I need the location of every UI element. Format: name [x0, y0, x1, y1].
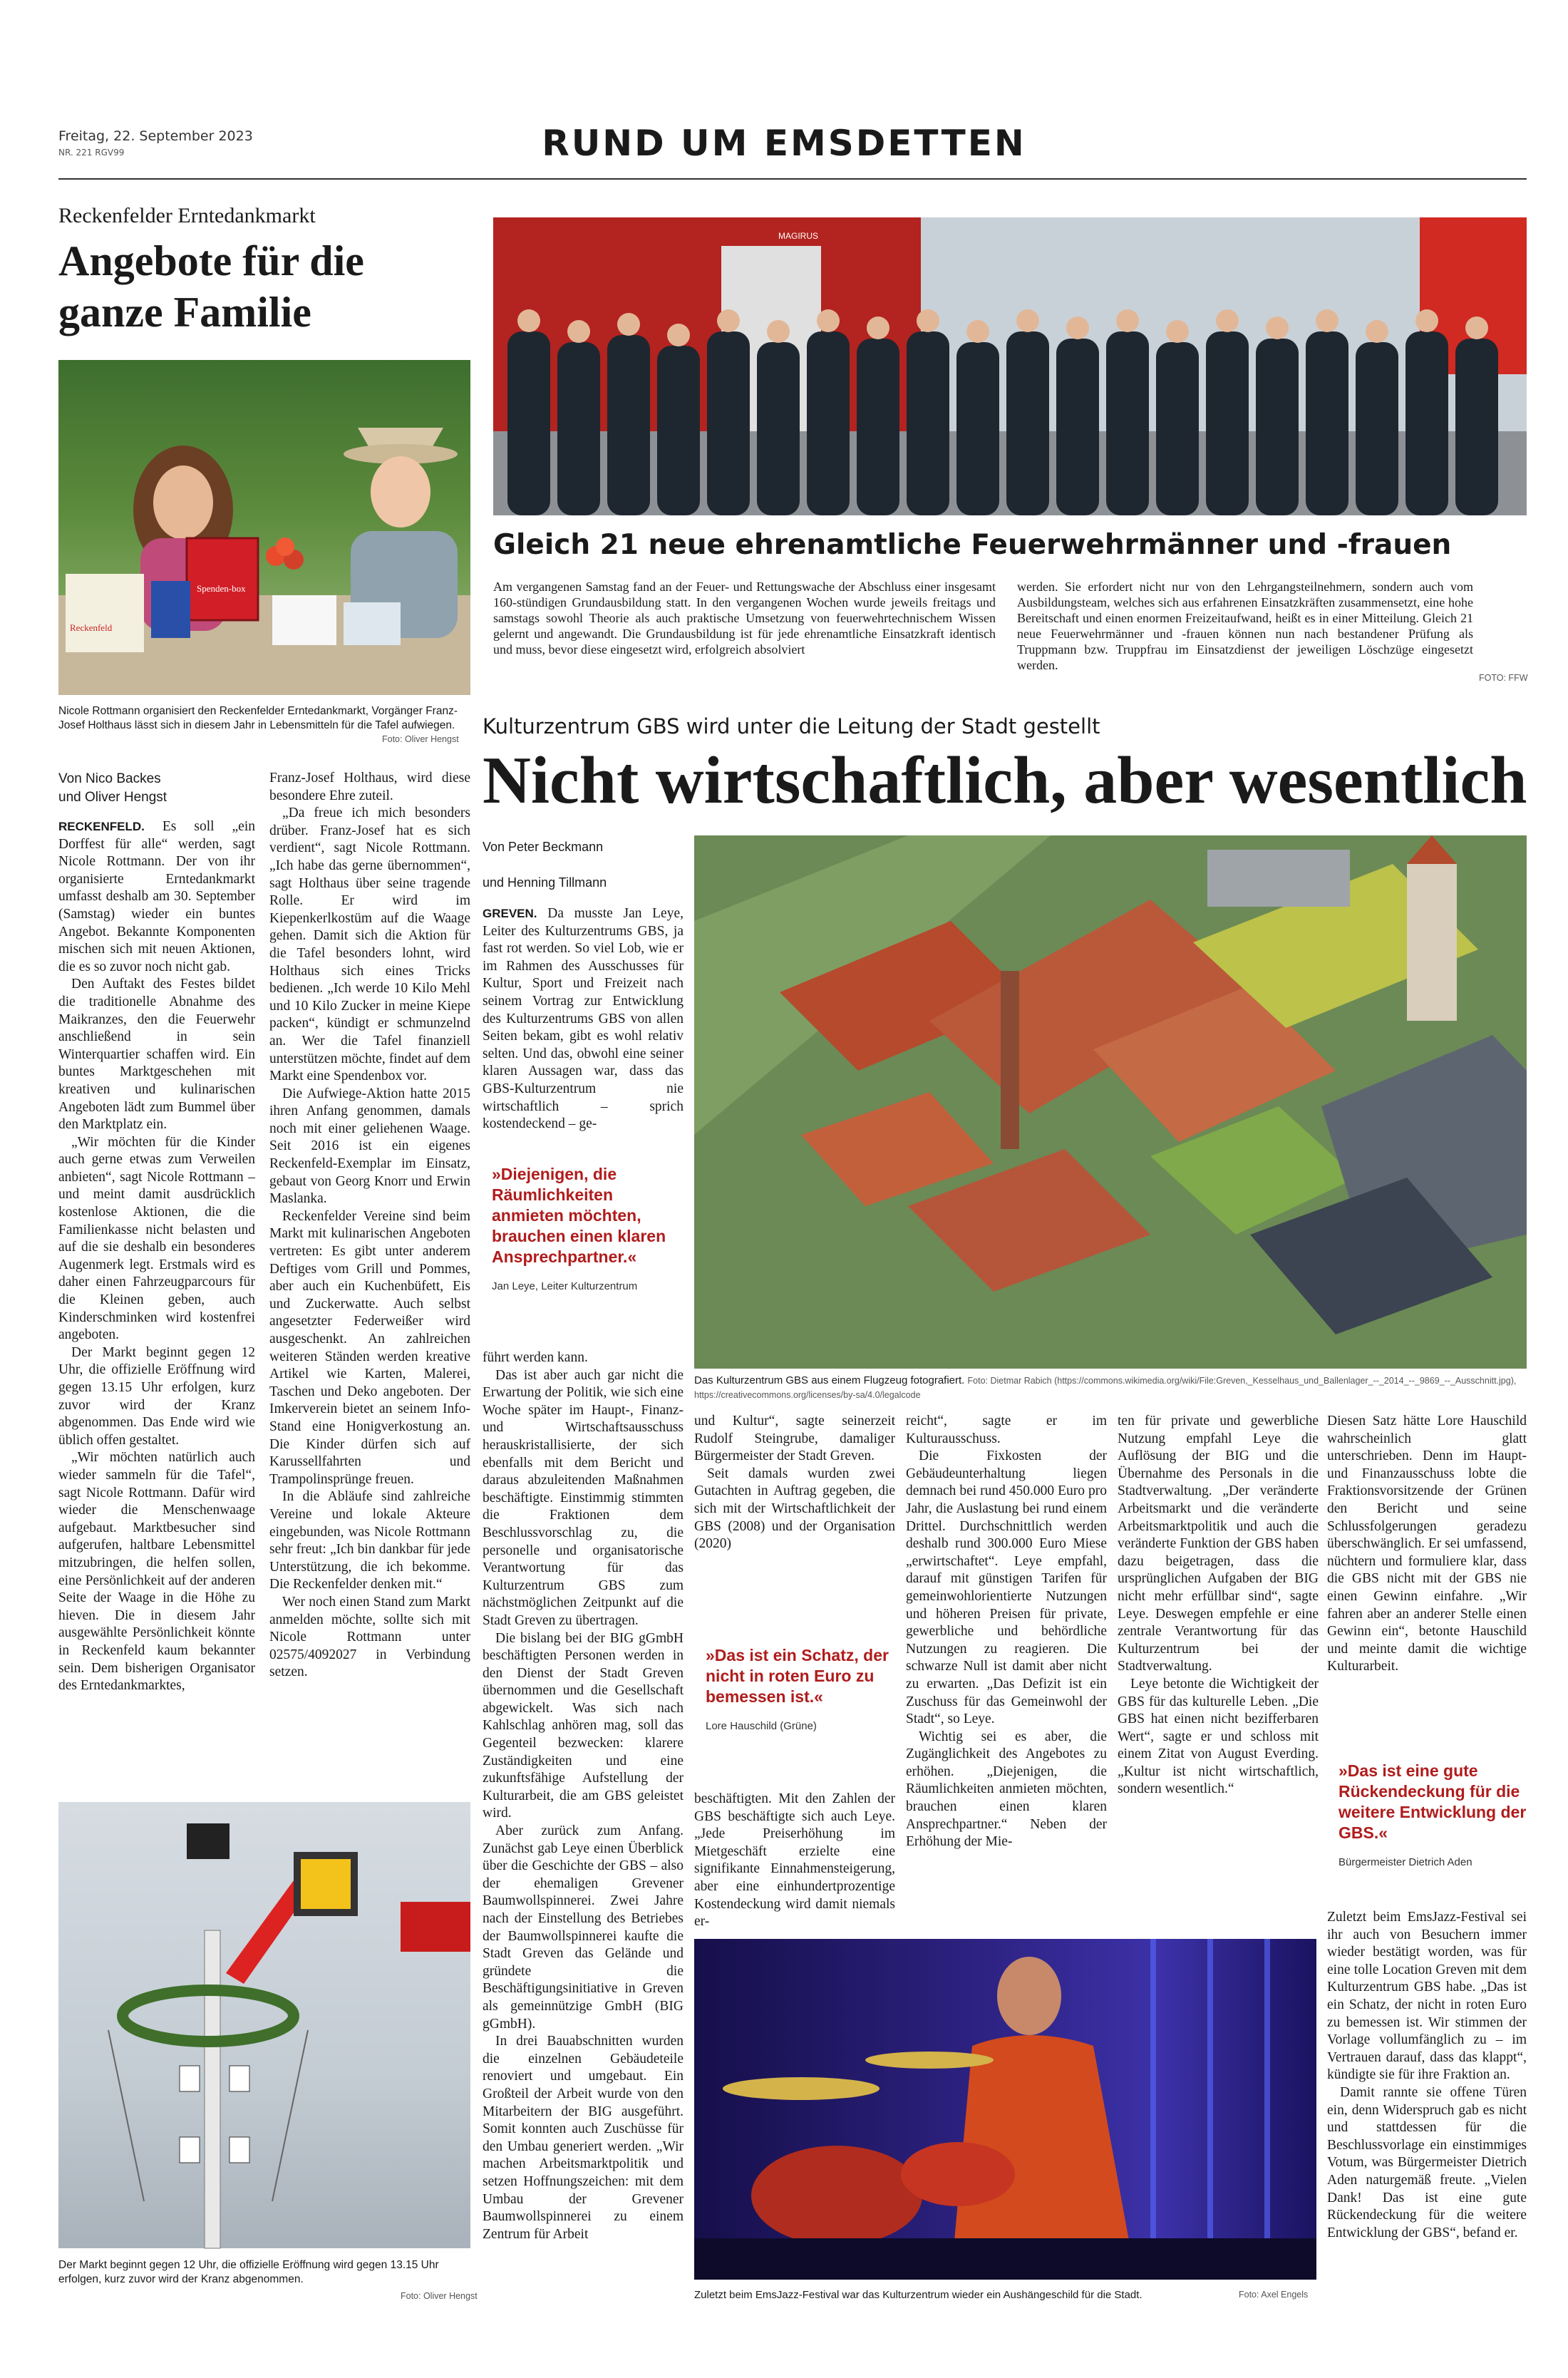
left-byline-2: und Oliver Hengst [58, 790, 167, 805]
jazz-illustration [694, 1939, 1316, 2280]
jazz-caption: Zuletzt beim EmsJazz-Festival war das Kulturzentrum wieder ein Aushängeschild für die Stadt. [694, 2289, 1143, 2301]
gbs-quote-1-box [492, 1164, 677, 1292]
gbs-quote-2-box [706, 1645, 891, 1732]
market-sign-label: Reckenfeld [70, 622, 113, 633]
aerial-illustration [694, 835, 1527, 1369]
gbs-quote-2-source: Lore Hauschild (Grüne) [706, 1720, 817, 1732]
gbs-quote-3: »Das ist eine gute Rückendeckung für die weitere Entwicklung der GBS.« [1339, 1761, 1527, 1842]
gbs-quote-3-box [1339, 1761, 1527, 1868]
fire-headline: Gleich 21 neue ehrenamtliche Feuerwehrmänner und -frauen [493, 529, 1452, 561]
photo1-caption: Nicole Rottmann organisiert den Reckenfelder Erntedankmarkt, Vorgänger Franz-Josef Holthaus lässt sich in diesem Jahr in Lebensmitteln für die Tafel aufwiegen. [58, 705, 458, 731]
jazz-credit: Foto: Axel Engels [1239, 2290, 1309, 2300]
gbs-col-e-top: Diesen Satz hätte Lore Hauschild wahrscheinlich glatt unterschrieben. Denn im Haupt- und Finanzausschuss lobte die Fraktionsvorsitzende der Grünen den Bericht und seine Schlussfolgerungen geradezu überschwänglich. Er sei umfassend, nüchtern und formuliere klar, dass die GBS nicht mit der GBS nie einen Gewinn einfahre. „Wir fahren aber an anderer Stelle einen Gewinn ein“, betonte Hauschild und meinte damit die wichtige Kulturarbeit. [1327, 1414, 1527, 1674]
fire-credit: FOTO: FFW [1479, 673, 1528, 683]
left-article-col1: RECKENFELD. Es soll „ein Dorffest für alle“ werden, sagt Nicole Rottmann. Der von ihr organisierte Erntedankmarkt umfasst deshalb am 30. September (Samstag) wieder ein buntes Angebot. Bekannte Komponenten mischen sich mit neuen Aktionen, die es so zuvor noch nicht gab. Den Auftakt des Festes bildet die traditionelle Abnahme des Maikranzes, den die Feuerwehr anschließend in sein Winterquartier schaffen wird. Ein buntes Marktgeschehen mit kreativen und kulinarischen Angeboten lädt zum Bummel über den Marktplatz ein. „Wir möchten für die Kinder auch gerne etwas zum Verweilen anbieten“, sagt Nicole Rottmann – und meint damit ausdrücklich kostenlose Aktionen, die die Familienkasse nicht belasten und auf die sie deshalb ein besonderes Augenmerk legt. Erstmals wird es daher einen Fahrzeugparcours für die Kleinen geben, auch Kinderschminken wird kostenfrei angeboten. Der Markt beginnt gegen 12 Uhr, die offizielle Eröffnung wird gegen 13.15 Uhr erfolgen, kurz zuvor wird der Kranz abgenommen. Das Ende wird wie üblich offen gestaltet. „Wir möchten natürlich auch wieder sammeln für die Tafel“, sagt Nicole Rottmann. Dafür wird wieder die Menschenwaage aufgebaut. Marktbesucher sind aufgerufen, haltbare Lebensmittel mitzubringen, die helfen sollen, eine Persönlichkeit auf der anderen Seite der Waage in die Höhe zu hieven. Die in diesem Jahr ausgewählte Persönlichkeit könnte in Reckenfeld kaum bekannter sein. Dem bisherigen Organisator des Erntedankmarktes, [58, 819, 255, 1694]
maypole-illustration [58, 1802, 470, 2248]
gbs-kicker: Kulturzentrum GBS wird unter die Leitung der Stadt gestellt [483, 714, 1100, 738]
gbs-byline-1: Von Peter Beckmann [483, 840, 604, 854]
photo1-credit: Foto: Oliver Hengst [382, 734, 459, 744]
fire-col2: werden. Sie erfordert nicht nur von den Lehrgangsteilnehmern, sondern auch vom Ausbildungsteam, welches sich aus erfahrenen Einsatzkräften zusammensetzt, eine hohe Bereitschaft und einen enormen Freizeitaufwand, heißt es in einer Mitteilung. Gleich 21 neue Feuerwehrmänner und -frauen können nun nach bestandener Prüfung als Truppmann bzw. Truppfrau im Einsatzdienst der jeweiligen Löschzüge eingesetzt werden. [1017, 580, 1473, 672]
donation-box-label: Spenden-box [197, 583, 246, 594]
gbs-col-a-top: GREVEN. Da musste Jan Leye, Leiter des Kulturzentrums GBS, ja fast rot werden. So viel Lob, wie er im Rahmen des Ausschusses für Kultur, Sport und Freizeit nach seinem Vortrag zur Entwicklung des Kulturzentrums GBS von allen Seiten bekam, gibt es wohl relativ selten. Und das, obwohl eine seiner klaren Aussagen war, dass das GBS-Kulturzentrum nie wirtschaftlich – sprich kostendeckend – ge- [483, 906, 684, 1132]
gbs-col-a-bottom: führt werden kann. Das ist aber auch gar nicht die Erwartung der Politik, wie sich eine Woche später im Haupt-, Finanz- und Wirtschaftsausschuss herauskristallisierte, der sich ebenfalls mit dem Bericht und daraus abzuleitenden Maßnahmen beschäftigte. Einstimmig stimmten die Fraktionen dem Beschlussvorschlag zu, die personelle und organisatorische Verantwortung für das Kulturzentrum GBS zum nächstmöglichen Zeitpunkt auf die Stadt Greven zu übertragen. Die bislang bei der BIG gGmbH beschäftigten Personen werden in den Dienst der Stadt Greven übernommen und die Gesellschaft abgewickelt. Was sich nach Kahlschlag anhören mag, soll das Gegenteil bezwecken: klarere Zuständigkeiten und eine zukunftsfähige Aufstellung der Kulturarbeit, die am GBS geleistet wird. Aber zurück zum Anfang. Zunächst gab Leye einen Überblick über die Geschichte der GBS – also der ehemaligen Grevener Baumwollspinnerei. Zwei Jahre nach der Einstellung des Betriebes der Baumwollspinnerei kaufte die Stadt Greven das Gelände und gründete die Beschäftigungsinitiative in Greven als gemeinnützige GmbH (BIG gGmbH). In drei Bauabschnitten wurden die einzelnen Gebäudeteile renoviert und umgebaut. Ein Großteil der Arbeit wurde von den Mitarbeitern der BIG ausgeführt. Somit konnten auch Zuschüsse für den Umbau generiert werden. „Wir machen Arbeitsmarktpolitik und setzen Hoffnungszeichen: mit dem Umbau der Grevener Baumwollspinnerei zu einem Zentrum für Arbeit [483, 1350, 684, 2242]
left-location: RECKENFELD. [58, 820, 145, 833]
photo-fire-brigade [493, 217, 1527, 515]
header-rule [58, 178, 1527, 180]
gbs-quote-3-source: Bürgermeister Dietrich Aden [1339, 1856, 1472, 1868]
photo2-caption: Der Markt beginnt gegen 12 Uhr, die offizielle Eröffnung wird gegen 13.15 Uhr erfolgen, kurz zuvor wird der Kranz abgenommen. [58, 2259, 439, 2285]
gbs-quote-2: »Das ist ein Schatz, der nicht in roten Euro zu bemessen ist.« [706, 1646, 889, 1706]
gbs-headline: Nicht wirtschaftlich, aber wesentlich [483, 743, 1527, 818]
photo-market-organizers [58, 360, 470, 695]
gbs-quote-1: »Diejenigen, die Räumlichkeiten anmieten möchten, brauchen einen klaren Ansprechpartner.« [492, 1165, 666, 1266]
left-kicker: Reckenfelder Erntedankmarkt [58, 204, 316, 227]
section-title: RUND UM EMSDETTEN [542, 123, 1026, 164]
photo-jazz-drummer [694, 1939, 1316, 2280]
left-headline: Angebote für die ganze Familie [58, 237, 364, 336]
photo-maypole [58, 1802, 470, 2248]
fire-brigade-illustration [493, 217, 1527, 515]
organizers-illustration [58, 360, 470, 695]
left-article-col2: Franz-Josef Holthaus, wird diese besondere Ehre zuteil. „Da freue ich mich besonders drüber. Franz-Josef hat es sich verdient“, sagt Nicole Rottmann. „Ich habe das gerne übernommen“, sagt Holthaus über seine tragende Rolle. Er wird im Kiepenkerlkostüm auf die Waage gehen. Damit sich die Aktion für die Tafel besonders lohnt, wird Holthaus sich eines Tricks bedienen. „Ich werde 10 Kilo Mehl und 10 Kilo Zucker in meine Kiepe packen“, kündigt er schmunzelnd an. Wer die Tafel finanziell unterstützen möchte, findet auf dem Markt eine Spendenbox vor. Die Aufwiege-Aktion hatte 2015 ihren Anfang genommen, damals noch mit einer geliehenen Waage. Seit 2016 ist ein eigenes Reckenfeld-Exemplar im Einsatz, gebaut von Georg Knorr und Erwin Maslanka. Reckenfelder Vereine sind beim Markt mit kulinarischen Angeboten vertreten: Es gibt unter anderem Deftiges vom Grill und Pommes, aber auch ein Kuchenbüfett, Eis und Zuckerwatte. Auch selbst angesetzter Federweißer wird ausgeschenkt. An zahlreichen weiteren Ständen werden kreative Artikel wie Karten, Malerei, Taschen und Deko angeboten. Der Imkerverein bietet an seinem Info-Stand eine Honigverkostung an. Die Kinder dürfen sich auf Karussellfahrten und Trampolinsprünge freuen. In die Abläufe sind zahlreiche Vereine und lokale Akteure eingebunden, was Nicole Rottmann sehr freut: „Ich bin dankbar für jede Unterstützung, die ich bekomme. Die Reckenfelder denken mit.“ Wer noch einen Stand zum Markt anmelden möchte, sollte sich mit Nicole Rottmann unter 02575/4092027 in Verbindung setzen. [269, 771, 470, 1680]
gbs-col-c: reicht“, sagte er im Kulturausschuss. Die Fixkosten der Gebäudeunterhaltung liegen demnach bei rund 450.000 Euro pro Jahr, die Auslastung bei rund einem Drittel. Durchschnittlich werden deshalb rund 300.000 Euro Miese „erwirtschaftet“. Leye empfahl, darauf mit günstigen Tarifen für gemeinwohlorientierte Nutzungen und höheren Preisen für private, gewerbliche und behördliche Nutzungen zu reagieren. Die schwarze Null ist damit aber nicht zu erwarten. „Das Defizit ist ein Zuschuss für das Gemeinwohl der Stadt“, so Leye. Wichtig sei es aber, die Zugänglichkeit des Angebotes zu erhöhen. „Diejenigen, die Räumlichkeiten anmieten möchten, brauchen einen klaren Ansprechpartner.“ Neben der Erhöhung der Mie- [906, 1414, 1107, 1850]
aerial-caption-block [694, 1374, 1527, 1402]
gbs-col-d: ten für private und gewerbliche Nutzung empfahl Leye die Auflösung der BIG und die Übernahme des Personals in die Stadtverwaltung. „Der veränderte Arbeitsmarkt und die veränderte Arbeitsmarktpolitik und auch die veränderte Funktion der GBS haben dazu beigetragen, dass die ursprünglichen Aufgaben der BIG nicht mehr erfüllbar sind“, sagte Leye. Deswegen empfehle er eine zentrale Verantwortung für das Kulturzentrum bei der Stadtverwaltung. Leye betonte die Wichtigkeit der GBS für das kulturelle Leben. „Die GBS hat einen nicht bezifferbaren Wert“, sagte er und schloss mit einem Zitat von August Everding. „Kultur ist nicht wirtschaftlich, sondern wesentlich.“ [1118, 1414, 1319, 1797]
gbs-col-b-bottom: beschäftigten. Mit den Zahlen der GBS beschäftigte sich auch Leye. „Jede Preiserhöhung im Mietgeschäft erzielte eine signifikante Einnahmensteigerung, aber eine einhundertprozentige Kostendeckung wird damit niemals er- [694, 1791, 895, 1930]
photo-aerial-gbs [694, 835, 1527, 1369]
truck-label: MAGIRUS [778, 231, 819, 241]
left-byline-1: Von Nico Backes [58, 771, 161, 786]
gbs-byline-2: und Henning Tillmann [483, 875, 607, 890]
gbs-col-b-top: und Kultur“, sagte seinerzeit Rudolf Steingrube, damaliger Bürgermeister der Stadt Greven. Seit damals wurden zwei Gutachten in Auftrag gegeben, die sich mit der Wirtschaftlichkeit der GBS (2008) und der Organisation (2020) [694, 1414, 895, 1552]
photo2-credit: Foto: Oliver Hengst [401, 2291, 478, 2301]
header-issue: NR. 221 RGV99 [58, 148, 125, 158]
aerial-caption: Das Kulturzentrum GBS aus einem Flugzeug fotografiert. [694, 1374, 965, 1386]
fire-col1: Am vergangenen Samstag fand an der Feuer- und Rettungswache der Abschluss einer insgesamt 160-stündigen Grundausbildung statt. In den vergangenen Wochen wurde jeweils freitags und samstags sowohl Theorie als auch praktische Umsetzung von feuerwehrtechnischem Wissen gelernt und angewandt. Die Grundausbildung ist für jede ehrenamtliche Einsatzkraft identisch und muss, bevor diese eingesetzt wird, erfolgreich absolviert [493, 580, 996, 657]
header-date: Freitag, 22. September 2023 [58, 128, 253, 144]
aerial-credit: Foto: Dietmar Rabich (https://commons.wikimedia.org/wiki/File:Greven,_Kesselhaus_und_Ballenlager_--_2014_--_9869_--_Ausschnitt.jpg), https://creativecommons.org/licenses/by-sa/4.0/legalcode [694, 1376, 1517, 1400]
gbs-location: GREVEN. [483, 907, 537, 920]
gbs-quote-1-source: Jan Leye, Leiter Kulturzentrum [492, 1280, 638, 1292]
gbs-col-e-bottom: Zuletzt beim EmsJazz-Festival sei ihr auch von Besuchern immer wieder bestätigt worden, was für eine tolle Location Greven mit dem Kulturzentrum GBS habe. „Das ist ein Schatz, der nicht in roten Euro zu bemessen ist. Wir stimmen der Vorlage vollumfänglich zu – im Vertrauen darauf, dass das klappt“, kündigte sie für ihre Fraktion an. Damit rannte sie offene Türen ein, denn Widerspruch gab es nicht und stattdessen für die Beschlussvorlage ein einstimmiges Votum, was Bürgermeister Dietrich Aden naturgemäß freute. „Vielen Dank! Das ist eine gute Rückendeckung für die weitere Entwicklung der GBS“, befand er. [1327, 1910, 1527, 2240]
